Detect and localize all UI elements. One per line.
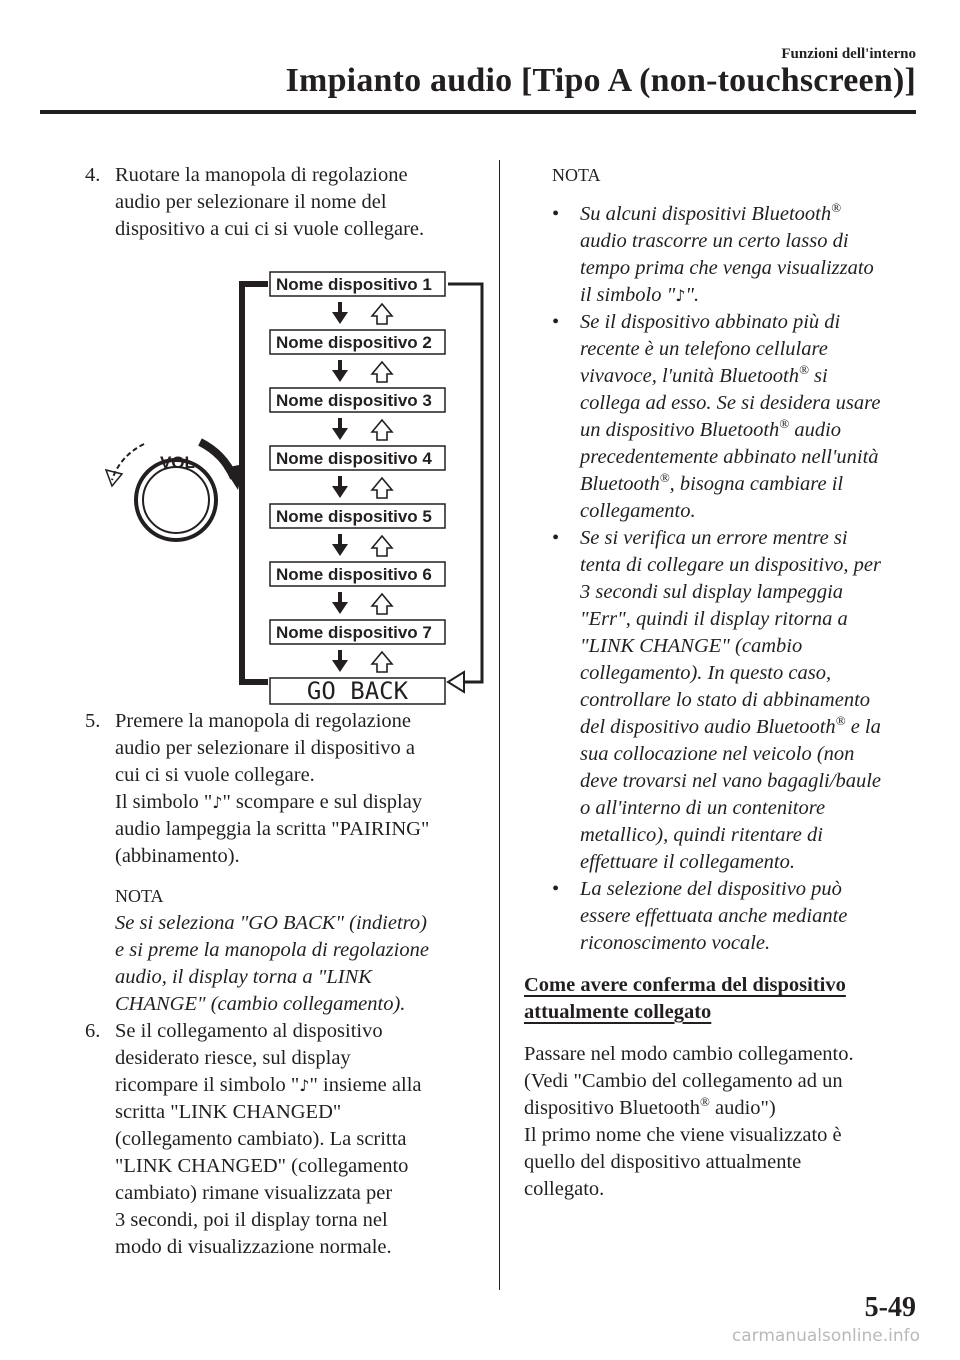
step-text: audio lampeggia la scritta "PAIRING" — [115, 818, 430, 840]
go-back-label: GO BACK — [306, 677, 409, 705]
device-name: Nome dispositivo 4 — [276, 449, 432, 468]
volume-knob — [136, 460, 216, 540]
nota-heading: NOTA — [552, 165, 601, 185]
bullet-text: riconoscimento vocale. — [580, 932, 771, 954]
section-confirm-device — [524, 972, 924, 1203]
bullet-text: effettuare il collegamento. — [580, 851, 795, 873]
step-5 — [85, 708, 485, 870]
device-selection-diagram — [100, 268, 490, 708]
up-arrow-icon — [372, 420, 392, 440]
text-part: " insieme alla — [309, 1074, 422, 1096]
nota-text: CHANGE" (cambio collegamento). — [115, 993, 406, 1015]
bullet-item — [552, 525, 932, 876]
step-text: Ruotare la manopola di regolazione — [115, 164, 408, 186]
text-part: ". — [685, 284, 700, 306]
step-text: dispositivo a cui ci si vuole collegare. — [115, 218, 425, 240]
bullet-text: "Err", quindi il display ritorna a — [580, 608, 848, 630]
bullet-text: deve trovarsi nel vano bagagli/baule — [580, 770, 881, 792]
bullet-text — [580, 363, 932, 390]
bullet-text — [580, 471, 932, 498]
text-part: Bluetooth — [580, 473, 660, 495]
bullet-text: essere effettuata anche mediante — [580, 905, 848, 927]
bullet-text: audio trascorre un certo lasso di — [580, 230, 849, 252]
step-text: cui ci si vuole collegare. — [115, 764, 315, 786]
bullet-text — [580, 201, 932, 228]
text-part: e la — [845, 716, 881, 738]
arrow-head-left — [106, 470, 122, 486]
up-arrow-icon — [372, 478, 392, 498]
section-body — [524, 1041, 924, 1203]
bullet-item — [552, 309, 932, 525]
bullet-text: controllare lo stato di abbinamento — [580, 689, 871, 711]
registered-mark: ® — [835, 713, 846, 729]
knob-label: VOL — [160, 453, 195, 472]
bullet-marker: • — [552, 311, 560, 333]
step-text — [85, 1072, 485, 1099]
text-part: audio") — [709, 1097, 776, 1119]
section-text: quello del dispositivo attualmente — [524, 1151, 802, 1173]
down-arrow-icon — [332, 360, 348, 382]
bullet-text: La selezione del dispositivo può — [580, 878, 842, 900]
bullet-text — [580, 417, 932, 444]
nota-text: audio, il display torna a "LINK — [115, 966, 372, 988]
section-text: Il primo nome che viene visualizzato è — [524, 1124, 842, 1146]
header-rule — [40, 110, 916, 114]
nota-box-2 — [552, 162, 932, 189]
step-number: 5. — [85, 710, 101, 732]
bullet-marker: • — [552, 527, 560, 549]
down-arrow-icon — [332, 534, 348, 556]
bullet-text: o all'interno di un contenitore — [580, 797, 826, 819]
text-part: un dispositivo Bluetooth — [580, 419, 780, 441]
page-title: Impianto audio [Tipo A (non-touchscreen)] — [285, 62, 916, 99]
bullet-item — [552, 201, 932, 309]
up-arrow-icon — [372, 362, 392, 382]
up-arrow-icon — [372, 304, 392, 324]
step-text: Premere la manopola di regolazione — [115, 710, 411, 732]
section-text: (Vedi "Cambio del collegamento ad un — [524, 1070, 843, 1092]
bullet-text — [580, 282, 932, 309]
bullet-text: Se il dispositivo abbinato più di — [580, 311, 841, 333]
section-text: collegato. — [524, 1178, 605, 1200]
step-text: audio per selezionare il nome del — [115, 191, 387, 213]
text-part: del dispositivo audio Bluetooth — [580, 716, 836, 738]
header-section-label: Funzioni dell'interno — [781, 46, 916, 62]
rotate-left-arrow — [112, 444, 144, 480]
step-number: 6. — [85, 1020, 101, 1042]
text-part: il simbolo " — [580, 284, 676, 306]
step-6 — [85, 1018, 485, 1261]
step-text: 3 secondi, poi il display torna nel — [115, 1209, 388, 1231]
down-arrow-icon — [332, 302, 348, 324]
down-arrow-icon — [332, 476, 348, 498]
bullet-text — [580, 714, 932, 741]
up-arrow-icon — [372, 536, 392, 556]
bullet-text: metallico), quindi ritentare di — [580, 824, 823, 846]
registered-mark: ® — [831, 200, 841, 216]
step-4 — [85, 162, 485, 243]
nota-text: e si preme la manopola di regolazione — [115, 939, 429, 961]
up-arrow-icon — [372, 652, 392, 672]
step-text: Se il collegamento al dispositivo — [115, 1020, 383, 1042]
text-part: audio — [789, 419, 842, 441]
text-part: dispositivo Bluetooth — [524, 1097, 700, 1119]
watermark: carmanualsonline.info — [731, 1326, 920, 1346]
device-name: Nome dispositivo 2 — [276, 333, 432, 352]
music-note-icon: ♪ — [675, 286, 686, 305]
bullet-text: collegamento. — [580, 500, 696, 522]
device-name: Nome dispositivo 7 — [276, 623, 432, 642]
step-text: cambiato) rimane visualizzata per — [115, 1182, 393, 1204]
return-arrowhead — [448, 672, 464, 692]
down-arrow-icon — [332, 418, 348, 440]
column-divider — [499, 160, 500, 1290]
text-part: si — [808, 365, 828, 387]
bullet-text: recente è un telefono cellulare — [580, 338, 828, 360]
step-text: desiderato riesce, sul display — [115, 1047, 351, 1069]
bullet-marker: • — [552, 878, 560, 900]
device-name: Nome dispositivo 6 — [276, 565, 432, 584]
registered-mark: ® — [779, 416, 790, 432]
step-text: "LINK CHANGED" (collegamento — [115, 1155, 409, 1177]
step-text — [85, 789, 485, 816]
return-line — [448, 284, 482, 682]
music-note-icon: ♪ — [212, 793, 223, 812]
nota-bullets — [552, 201, 932, 957]
registered-mark: ® — [659, 470, 670, 486]
section-text: Passare nel modo cambio collegamento. — [524, 1043, 854, 1065]
device-name: Nome dispositivo 5 — [276, 507, 432, 526]
bracket-left — [242, 284, 268, 682]
bullet-text: tempo prima che venga visualizzato — [580, 257, 874, 279]
bullet-text: tenta di collegare un dispositivo, per — [580, 554, 882, 576]
down-arrow-icon — [332, 650, 348, 672]
step-text: modo di visualizzazione normale. — [115, 1236, 392, 1258]
bullet-text: precedentemente abbinato nell'unità — [580, 446, 879, 468]
page-number: 5-49 — [864, 1292, 916, 1323]
bullet-text: "LINK CHANGE" (cambio — [580, 635, 803, 657]
bullet-text: 3 secondi sul display lampeggia — [580, 581, 844, 603]
registered-mark: ® — [799, 362, 809, 378]
device-name: Nome dispositivo 1 — [276, 275, 432, 294]
step-text: audio per selezionare il dispositivo a — [115, 737, 416, 759]
bullet-text: collega ad esso. Se si desidera usare — [580, 392, 881, 414]
text-part: , bisogna cambiare il — [669, 473, 844, 495]
bullet-item — [552, 876, 932, 957]
section-text — [524, 1095, 924, 1122]
text-part: vivavoce, l'unità Bluetooth — [580, 365, 799, 387]
up-arrow-icon — [372, 594, 392, 614]
text-part: " scompare e sul display — [222, 791, 423, 813]
nota-heading: NOTA — [115, 886, 164, 906]
section-heading: Come avere conferma del dispositivo — [524, 974, 846, 996]
step-text: (abbinamento). — [115, 845, 240, 867]
step-text: (collegamento cambiato). La scritta — [115, 1128, 407, 1150]
step-text: scritta "LINK CHANGED" — [115, 1101, 342, 1123]
step-number: 4. — [85, 164, 101, 186]
section-heading: attualmente collegato — [524, 1001, 712, 1023]
bullet-text: sua collocazione nel veicolo (non — [580, 743, 855, 765]
registered-mark: ® — [699, 1094, 710, 1110]
bullet-text: collegamento). In questo caso, — [580, 662, 832, 684]
music-note-icon: ♪ — [299, 1076, 310, 1095]
device-name: Nome dispositivo 3 — [276, 391, 432, 410]
bullet-text: Se si verifica un errore mentre si — [580, 527, 848, 549]
device-list — [270, 272, 445, 705]
text-part: Il simbolo " — [115, 791, 213, 813]
down-arrow-icon — [332, 592, 348, 614]
nota-box-1 — [115, 883, 495, 1018]
bullet-marker: • — [552, 203, 560, 225]
text-part: Su alcuni dispositivi Bluetooth — [580, 203, 832, 225]
text-part: ricompare il simbolo " — [115, 1074, 300, 1096]
nota-text: Se si seleziona "GO BACK" (indietro) — [115, 912, 427, 934]
